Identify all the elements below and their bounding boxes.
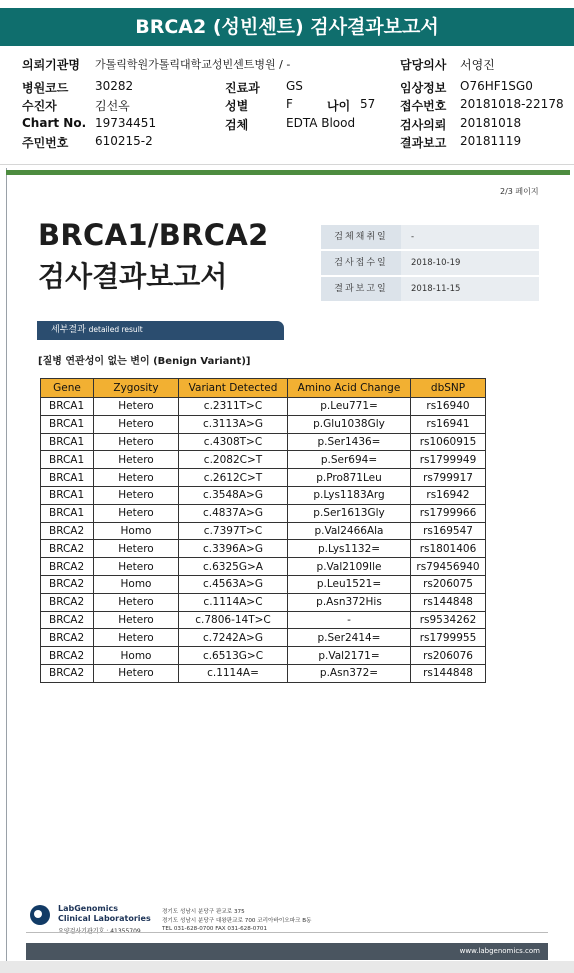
amino-acid-cell: p.Leu1521= <box>288 575 411 593</box>
info-value: - <box>401 225 539 249</box>
receipt-value: 20181018-22178 <box>460 97 564 111</box>
variant-cell: c.2612C>T <box>179 469 288 487</box>
variant-cell: c.2082C>T <box>179 451 288 469</box>
table-row <box>41 629 486 647</box>
table-header-row <box>41 379 486 398</box>
table-row <box>41 575 486 593</box>
gene-cell: BRCA2 <box>41 593 94 611</box>
footer-bar <box>26 943 548 960</box>
table-row <box>41 593 486 611</box>
amino-acid-cell: p.Lys1183Arg <box>288 486 411 504</box>
info-label: 검사접수일 <box>321 251 401 275</box>
sex-label: 성별 <box>225 99 249 113</box>
zygosity-cell: Homo <box>94 522 179 540</box>
lab-address-2: 경기도 성남시 분당구 대왕판교로 700 코리아바이오파크 B동 <box>162 918 312 924</box>
gene-cell: BRCA2 <box>41 522 94 540</box>
table-row <box>41 647 486 665</box>
patient-label: 수진자 <box>22 99 57 113</box>
zygosity-cell: Hetero <box>94 415 179 433</box>
variant-cell: c.3396A>G <box>179 540 288 558</box>
variant-cell: c.4563A>G <box>179 575 288 593</box>
dbsnp-cell: rs16940 <box>411 398 486 416</box>
table-row <box>41 398 486 416</box>
zygosity-cell: Hetero <box>94 611 179 629</box>
variant-cell: c.7242A>G <box>179 629 288 647</box>
zygosity-cell: Hetero <box>94 664 179 682</box>
table-row <box>41 433 486 451</box>
hospital-code-label: 병원코드 <box>22 81 69 95</box>
variant-cell: c.6325G>A <box>179 558 288 576</box>
specimen-label: 검체 <box>225 118 249 132</box>
institution-label: 의뢰기관명 <box>22 58 80 72</box>
dbsnp-cell: rs16942 <box>411 486 486 504</box>
doctor-value: 서영진 <box>460 58 495 72</box>
amino-acid-cell: p.Lys1132= <box>288 540 411 558</box>
zygosity-cell: Hetero <box>94 469 179 487</box>
dbsnp-cell: rs79456940 <box>411 558 486 576</box>
amino-acid-cell: p.Ser694= <box>288 451 411 469</box>
variant-cell: c.6513G>C <box>179 647 288 665</box>
hospital-code-value: 30282 <box>95 79 134 93</box>
report-label: 결과보고 <box>400 136 447 150</box>
age-value: 57 <box>360 97 376 111</box>
dbsnp-cell: rs1799966 <box>411 504 486 522</box>
dbsnp-cell: rs1799955 <box>411 629 486 647</box>
date-info-box <box>321 225 539 303</box>
section-tab-underline <box>37 339 284 340</box>
dbsnp-cell: rs1801406 <box>411 540 486 558</box>
sex-value: F <box>286 97 293 111</box>
amino-acid-cell: p.Val2171= <box>288 647 411 665</box>
clinical-label: 임상정보 <box>400 81 447 95</box>
gene-cell: BRCA1 <box>41 486 94 504</box>
variant-cell: c.3113A>G <box>179 415 288 433</box>
amino-acid-cell: p.Asn372His <box>288 593 411 611</box>
info-label: 검체채취일 <box>321 225 401 249</box>
logo-dot-icon <box>34 910 42 918</box>
patient-value: 김선옥 <box>95 99 130 113</box>
report-value: 20181119 <box>460 134 522 148</box>
institution-value: 가톨릭학원가톨릭대학교성빈센트병원 / - <box>95 58 291 71</box>
gene-cell: BRCA2 <box>41 558 94 576</box>
table-row <box>41 504 486 522</box>
accent-line <box>6 170 570 175</box>
gene-cell: BRCA1 <box>41 504 94 522</box>
lab-subname: Clinical Laboratories <box>58 914 151 923</box>
variant-cell: c.4837A>G <box>179 504 288 522</box>
section-tab-label: 세부결과 <box>51 325 86 335</box>
table-row <box>41 558 486 576</box>
column-header: Variant Detected <box>179 379 288 398</box>
variant-cell: c.2311T>C <box>179 398 288 416</box>
zygosity-cell: Hetero <box>94 433 179 451</box>
column-header: dbSNP <box>411 379 486 398</box>
header-divider <box>0 164 574 165</box>
dept-label: 진료과 <box>225 81 260 95</box>
amino-acid-cell: - <box>288 611 411 629</box>
gene-cell: BRCA2 <box>41 611 94 629</box>
section-heading: [질병 연관성이 없는 변이 (Benign Variant)] <box>38 356 251 367</box>
amino-acid-cell: p.Ser2414= <box>288 629 411 647</box>
zygosity-cell: Hetero <box>94 593 179 611</box>
column-header: Gene <box>41 379 94 398</box>
lab-name: LabGenomics <box>58 904 118 913</box>
request-label: 검사의뢰 <box>400 118 447 132</box>
gene-cell: BRCA2 <box>41 540 94 558</box>
id-value: 610215-2 <box>95 134 153 148</box>
age-label: 나이 <box>327 99 351 113</box>
document-title: BRCA1/BRCA2 <box>38 218 269 252</box>
table-row <box>41 451 486 469</box>
section-tab <box>37 321 284 339</box>
request-value: 20181018 <box>460 116 522 130</box>
dbsnp-cell: rs144848 <box>411 593 486 611</box>
column-header: Amino Acid Change <box>288 379 411 398</box>
clinical-value: O76HF1SG0 <box>460 79 533 93</box>
table-row <box>41 469 486 487</box>
zygosity-cell: Homo <box>94 575 179 593</box>
zygosity-cell: Hetero <box>94 398 179 416</box>
amino-acid-cell: p.Leu771= <box>288 398 411 416</box>
gene-cell: BRCA2 <box>41 647 94 665</box>
dbsnp-cell: rs16941 <box>411 415 486 433</box>
amino-acid-cell: p.Pro871Leu <box>288 469 411 487</box>
table-row <box>41 415 486 433</box>
gene-cell: BRCA2 <box>41 629 94 647</box>
gene-cell: BRCA1 <box>41 433 94 451</box>
receipt-label: 접수번호 <box>400 99 447 113</box>
info-value: 2018-10-19 <box>401 251 539 275</box>
gene-cell: BRCA2 <box>41 664 94 682</box>
dbsnp-cell: rs169547 <box>411 522 486 540</box>
table-row <box>41 611 486 629</box>
info-value: 2018-11-15 <box>401 277 539 301</box>
patient-header <box>0 50 574 162</box>
document-subtitle: 검사결과보고서 <box>38 260 228 293</box>
zygosity-cell: Homo <box>94 647 179 665</box>
variant-cell: c.4308T>C <box>179 433 288 451</box>
amino-acid-cell: p.Glu1038Gly <box>288 415 411 433</box>
page-number: 2/3 페이지 <box>500 187 539 196</box>
id-label: 주민번호 <box>22 136 69 150</box>
zygosity-cell: Hetero <box>94 629 179 647</box>
dbsnp-cell: rs799917 <box>411 469 486 487</box>
dbsnp-cell: rs1060915 <box>411 433 486 451</box>
zygosity-cell: Hetero <box>94 451 179 469</box>
amino-acid-cell: p.Ser1436= <box>288 433 411 451</box>
website-link[interactable]: www.labgenomics.com <box>459 947 540 955</box>
dbsnp-cell: rs9534262 <box>411 611 486 629</box>
section-tab-sub: detailed result <box>88 325 143 334</box>
variant-cell: c.1114A= <box>179 664 288 682</box>
doctor-label: 담당의사 <box>400 58 447 72</box>
table-row <box>41 664 486 682</box>
bottom-margin <box>0 961 574 973</box>
table-body <box>41 398 486 683</box>
dbsnp-cell: rs1799949 <box>411 451 486 469</box>
dbsnp-cell: rs206075 <box>411 575 486 593</box>
zygosity-cell: Hetero <box>94 504 179 522</box>
chart-value: 19734451 <box>95 116 157 130</box>
info-row <box>321 251 539 275</box>
report-top-title: BRCA2 (성빈센트) 검사결과보고서 <box>0 8 574 46</box>
table-row <box>41 486 486 504</box>
gene-cell: BRCA1 <box>41 469 94 487</box>
gene-cell: BRCA1 <box>41 398 94 416</box>
variant-cell: c.1114A>C <box>179 593 288 611</box>
gene-cell: BRCA2 <box>41 575 94 593</box>
info-row <box>321 225 539 249</box>
variant-cell: c.7397T>C <box>179 522 288 540</box>
zygosity-cell: Hetero <box>94 486 179 504</box>
table-row <box>41 540 486 558</box>
dbsnp-cell: rs206076 <box>411 647 486 665</box>
amino-acid-cell: p.Ser1613Gly <box>288 504 411 522</box>
lab-phone: TEL 031-628-0700 FAX 031-628-0701 <box>162 926 268 932</box>
info-row <box>321 277 539 301</box>
amino-acid-cell: p.Val2466Ala <box>288 522 411 540</box>
footer-divider <box>26 932 548 933</box>
gene-cell: BRCA1 <box>41 451 94 469</box>
zygosity-cell: Hetero <box>94 558 179 576</box>
variant-table <box>40 378 486 683</box>
variant-cell: c.3548A>G <box>179 486 288 504</box>
chart-label: Chart No. <box>22 116 87 130</box>
lab-code <box>58 926 141 935</box>
dept-value: GS <box>286 79 303 93</box>
dbsnp-cell: rs144848 <box>411 664 486 682</box>
gene-cell: BRCA1 <box>41 415 94 433</box>
zygosity-cell: Hetero <box>94 540 179 558</box>
amino-acid-cell: p.Val2109Ile <box>288 558 411 576</box>
column-header: Zygosity <box>94 379 179 398</box>
amino-acid-cell: p.Asn372= <box>288 664 411 682</box>
lab-address-1: 경기도 성남시 분당구 판교로 375 <box>162 909 245 915</box>
variant-cell: c.7806-14T>C <box>179 611 288 629</box>
table-row <box>41 522 486 540</box>
specimen-value: EDTA Blood <box>286 116 356 130</box>
info-label: 결과보고일 <box>321 277 401 301</box>
